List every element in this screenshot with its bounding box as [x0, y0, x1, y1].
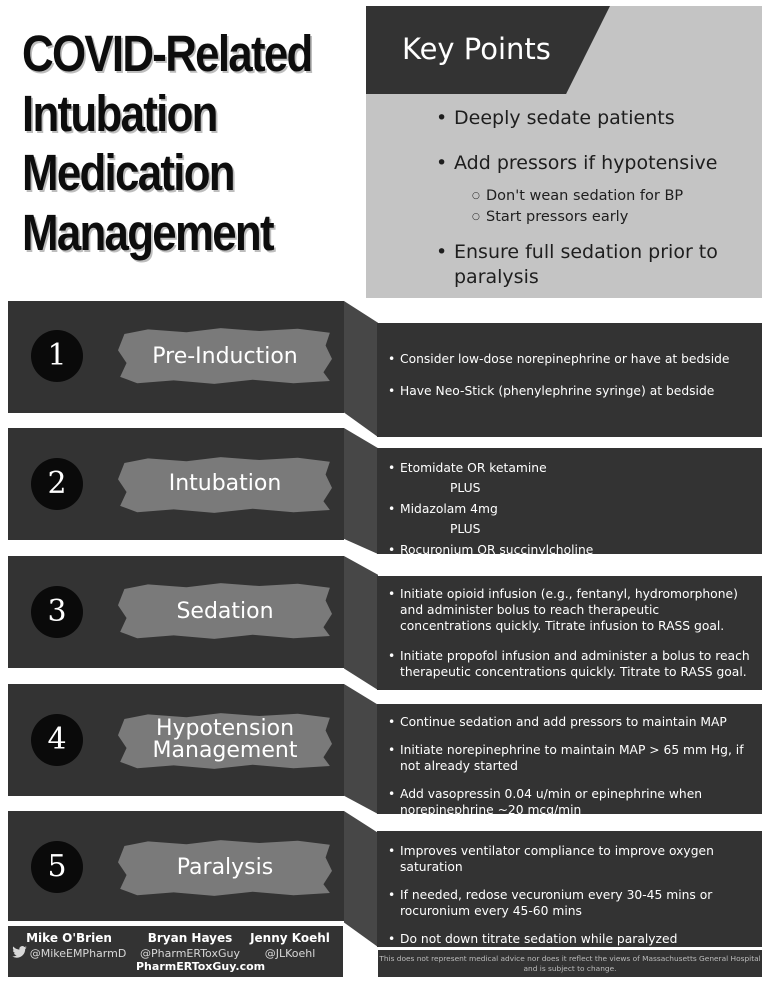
step-label: Paralysis: [176, 855, 274, 880]
step-pre-induction: [0, 301, 768, 441]
step-fold: [344, 301, 378, 437]
step-number-badge: 4: [31, 714, 83, 766]
step-hypotension-management: [0, 684, 768, 818]
step-number-badge: 3: [31, 586, 83, 638]
step-bullet: • Add vasopressin 0.04 u/min or epinephrine when norepinephrine ~20 mcg/min: [388, 786, 750, 818]
step-number-badge: 2: [31, 458, 83, 510]
step-bullet: • Etomidate OR ketamine: [388, 458, 750, 478]
step-label: [118, 718, 332, 762]
author-handle: @PharmERToxGuy: [140, 947, 240, 960]
step-bullet: • Initiate opioid infusion (e.g., fentanyl, hydromorphone) and administer bolus to reach therapeutic concentrations quickly. Titrate infusion to RASS goal.: [388, 586, 750, 634]
step-label: Intubation: [168, 471, 282, 496]
key-points-list: [436, 106, 746, 310]
disclaimer-text: This does not represent medical advice nor does it reflect the views of Massachusetts General Hospital and is subject to change.: [379, 954, 761, 973]
step-number-badge: 1: [31, 330, 83, 382]
author-name: Bryan Hayes: [147, 931, 233, 945]
step-bullets: [388, 714, 750, 818]
step-bullet: • Consider low-dose norepinephrine or have at bedside: [388, 351, 750, 367]
step-fold: [344, 811, 378, 947]
key-points-heading: Key Points: [402, 32, 551, 66]
step-label: Pre-Induction: [152, 344, 298, 369]
author-2: [130, 930, 250, 961]
disclaimer-panel: [378, 950, 762, 977]
author-name: Mike O'Brien: [26, 931, 112, 945]
key-point-item: • Deeply sedate patients: [436, 106, 746, 131]
key-point-subitem: ○ Start pressors early: [472, 207, 746, 228]
step-bullet: • Rocuronium OR succinylcholine: [388, 540, 750, 560]
step-fold: [344, 428, 378, 554]
step-bullet: • Have Neo-Stick (phenylephrine syringe) at bedside: [388, 383, 750, 399]
step-bullets: [388, 458, 750, 560]
step-fold: [344, 556, 378, 690]
step-label-line: Hypotension: [155, 716, 295, 741]
page-title: [22, 24, 314, 263]
step-bullet: • Improves ventilator compliance to improve oxygen saturation: [388, 843, 750, 875]
authors-footer: [8, 926, 343, 977]
step-bullet: • Initiate propofol infusion and administer a bolus to reach therapeutic concentrations quickly. Titrate to RASS goal.: [388, 648, 750, 680]
title-line: Medication: [22, 144, 234, 202]
author-handle-row: [10, 946, 128, 961]
website-link[interactable]: PharmERToxGuy.com: [136, 960, 266, 973]
title-line: Management: [22, 203, 273, 261]
step-bullets: [388, 351, 750, 399]
title-line: COVID-Related: [22, 25, 312, 82]
author-handle: @JLKoehl: [264, 947, 316, 960]
step-number-badge: 5: [31, 841, 83, 893]
step-bullets: [388, 843, 750, 947]
title-line: Intubation: [22, 84, 217, 142]
step-intubation: [0, 428, 768, 558]
key-point-subitem: ○ Don't wean sedation for BP: [472, 186, 746, 207]
step-plus: PLUS: [450, 481, 481, 496]
step-fold: [344, 684, 378, 814]
key-point-item: • Ensure full sedation prior to paralysis: [436, 240, 746, 290]
step-bullet: • Midazolam 4mg: [388, 499, 750, 519]
step-bullet: • If needed, redose vecuronium every 30-45 mins or rocuronium every 45-60 mins: [388, 887, 750, 919]
step-label: Sedation: [176, 599, 274, 624]
step-label-line: Management: [152, 738, 298, 763]
author-3: [240, 930, 340, 961]
step-bullet: • Do not down titrate sedation while paralyzed: [388, 931, 750, 947]
author-handle: @MikeEMPharmD: [29, 947, 127, 960]
key-point-item: • Add pressors if hypotensive: [436, 151, 746, 176]
author-name: Jenny Koehl: [250, 931, 330, 945]
step-sedation: [0, 556, 768, 692]
key-point-sublist: [436, 186, 746, 228]
step-plus: PLUS: [450, 522, 481, 537]
step-bullets: [388, 586, 750, 680]
author-1: [10, 930, 128, 961]
step-bullet: • Initiate norepinephrine to maintain MAP > 65 mm Hg, if not already started: [388, 742, 750, 774]
twitter-bird-icon: [12, 946, 27, 958]
step-bullet: • Continue sedation and add pressors to maintain MAP: [388, 714, 750, 730]
